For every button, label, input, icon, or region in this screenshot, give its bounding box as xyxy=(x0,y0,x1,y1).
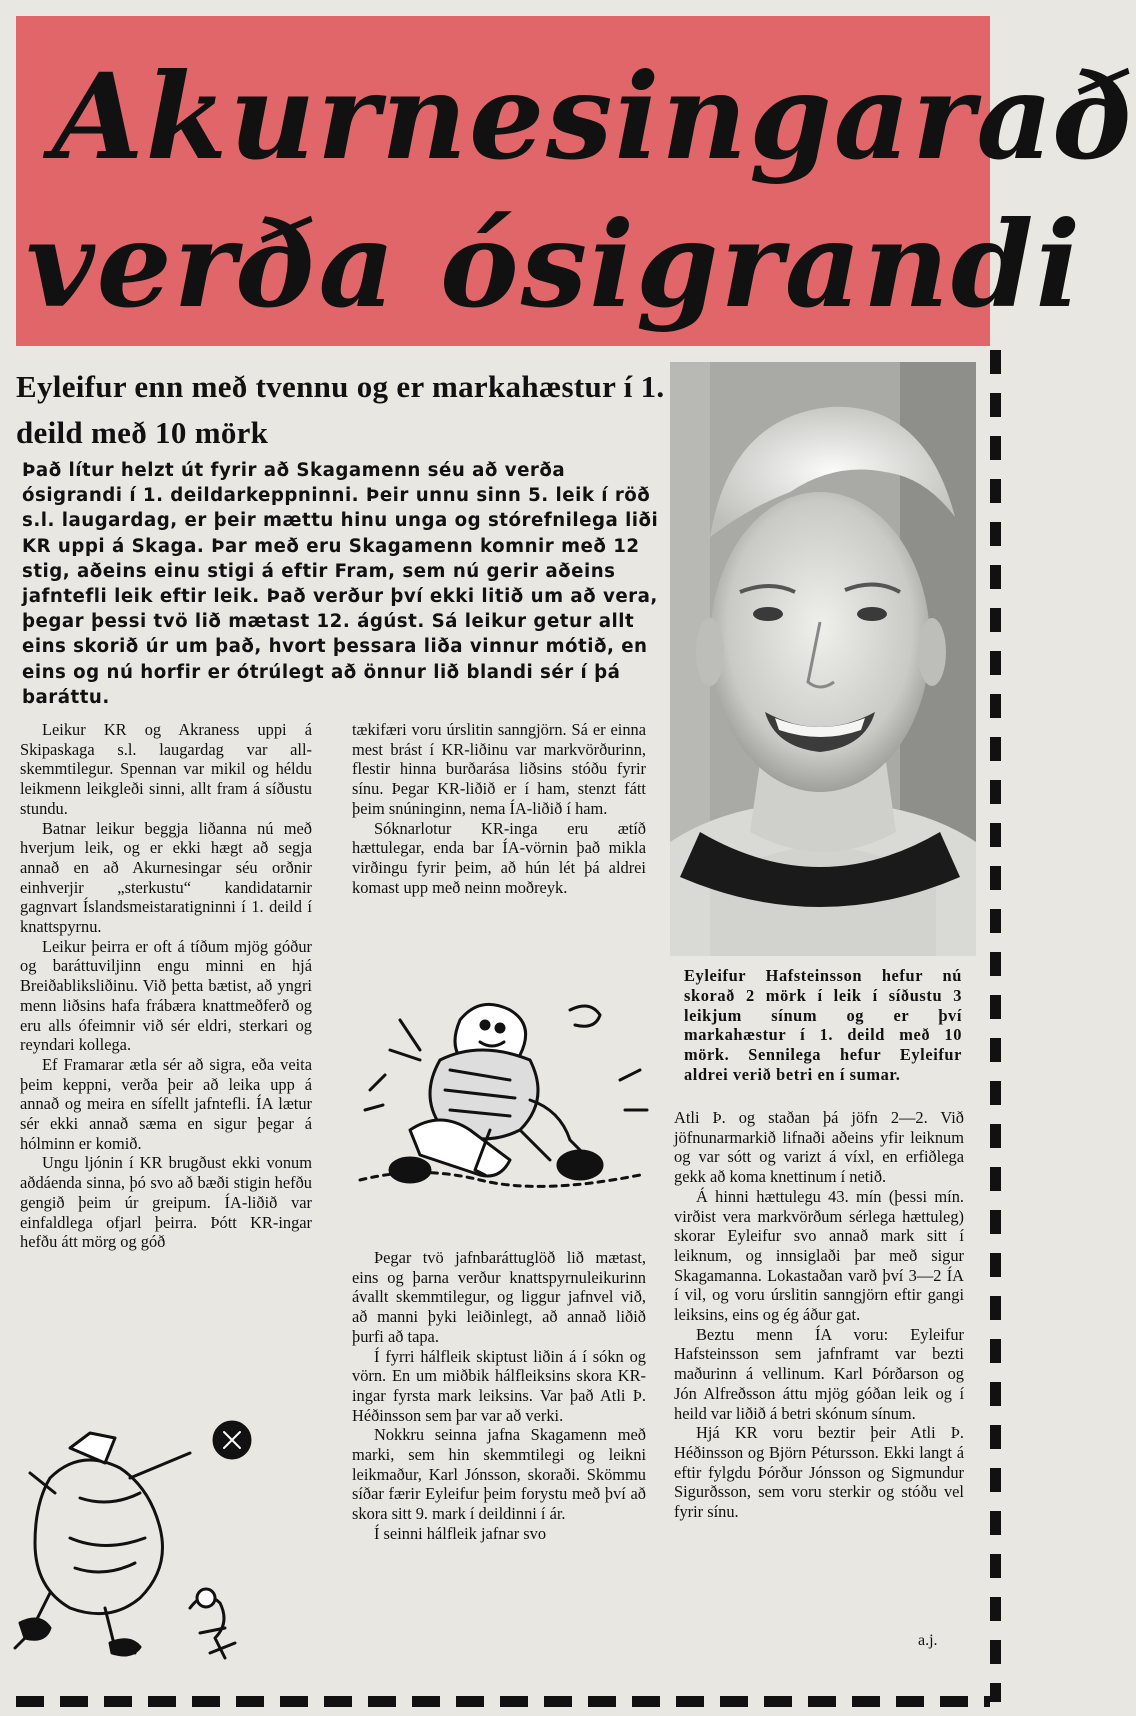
headline-line-2: verða ósigrandi xyxy=(26,195,1083,334)
cartoon-players-tumbling xyxy=(340,980,660,1208)
paragraph: Sóknarlotur KR-inga eru ætíð hættulegar, enda bar ÍA-vörnin það mikla virðingu fyrir þeim, að hún lét þá aldrei komast upp með neinn moðreyk. xyxy=(352,818,646,897)
cartoon-goalkeeper xyxy=(10,1418,260,1663)
portrait-illustration xyxy=(670,362,976,956)
paragraph: Hjá KR voru beztir þeir Atli Þ. Héðinsson og Björn Pétursson. Ekki langt á eftir fylgdu Þórður Jónsson og Sigmundur Sigurðsson, sem voru sterkir og stóðu vel fyrir sínu. xyxy=(674,1423,964,1522)
paragraph: Ef Framarar ætla sér að sigra, eða veita þeim keppni, verða þeir að leika upp á annað og meira en sífellt jafntefli. ÍA lætur sér ekki annað sæma en sigur þegar á hólminn er komið. xyxy=(20,1054,312,1153)
paragraph: Leikur KR og Akraness uppi á Skipaskaga s.l. laugardag var all-skemmtilegur. Spennan var mikil og héldu leikmenn leikgleði sinni, allt fram á síðustu stundu. xyxy=(20,720,312,818)
author-signature: a.j. xyxy=(918,1632,938,1649)
lead-paragraph: Það lítur helzt út fyrir að Skagamenn séu að verða ósigrandi í 1. deildarkeppninni. Þeir unnu sinn 5. leik í röð s.l. laugardag, er þeir mættu hinu unga og stórefnilega liði KR uppi á Skaga. Þar með eru Skagamenn komnir með 12 stig, aðeins einu stigi á eftir Fram, sem nú gerir aðeins jafntefli leik eftir leik. Það verður því ekki litið um að vera, þegar þessi tvö lið mætast 12. ágúst. Sá leikur getur allt eins skorið úr um það, hvort þessara liða vinnur mótið, en eins og nú horfir er ótrúlegt að önnur lið blandi sér í þá baráttu. xyxy=(22,460,659,708)
paragraph: Þegar tvö jafnbaráttuglöð lið mætast, eins og þarna verður knattspyrnuleikurinn ávallt skemmtilegur, og liggur jafnvel við, að manni þyki leiðinlegt, að annað liðið þurfi að tapa. xyxy=(352,1248,646,1346)
headline-banner xyxy=(16,16,1136,346)
paragraph: Í seinni hálfleik jafnar svo xyxy=(374,1523,547,1543)
dashed-border-right xyxy=(990,350,1001,1702)
paragraph: Atli Þ. og staðan þá jöfn 2—2. Við jöfnunarmarkið lifnaði aðeins yfir leiknum og var sótt og varizt á víxl, en erfiðlega gekk að koma knettinum í netið. xyxy=(674,1108,964,1187)
player-photo xyxy=(670,362,976,956)
paragraph: Leikur þeirra er oft á tíðum mjög góður og baráttuviljinn engu minni en hjá Breiðabliksliðinu. Við þetta bætist, að yngri menn liðsins hafa frábæra knattmeðferð og eru alls ófeimnir við sér eldri, sterkari og reyndari kollega. xyxy=(20,936,312,1055)
article-column-3 xyxy=(674,1108,964,1522)
paragraph: Á hinni hættulegu 43. mín (þessi mín. virðist vera markvörðum sérlega hættuleg) skorar Eyleifur svo annað mark sitt í leiknum, og innsiglaði þar með sigur Skagamanna. Lokastaðan varð því 3—2 ÍA í vil, og voru úrslitin sanngjörn eftir gangi leiksins, eins og ég áður gat. xyxy=(674,1186,964,1325)
subheadline: Eyleifur enn með tvennu og er markahæstur í 1. deild með 10 mörk xyxy=(16,369,665,450)
article-column-2-bottom xyxy=(352,1248,646,1544)
paragraph: Ungu ljónin í KR brugðust ekki vonum aðdáenda sinna, þó svo að bæði stigin hefðu gengið þeim úr greipum. ÍA-liðið var einfaldlega ofjarl þeirra. Þótt KR-ingar hefðu átt mörg og góð xyxy=(20,1153,312,1252)
headline-line-1: Akurnesingarað xyxy=(52,47,1136,186)
paragraph: tækifæri voru úrslitin sanngjörn. Sá er einna mest brást í KR-liðinu var markvörðurinn, flestir hinna burðarása liðsins stóðu fyrir sínu. Þegar KR-liðið er í ham, stenzt fátt þeim snúninginn, nema ÍA-liðið í ham. xyxy=(352,720,646,818)
paragraph: Nokkru seinna jafna Skagamenn með marki, sem hin skemmtilegi og leikni leikmaður, Karl Jónsson, skoraði. Skömmu síðar færir Eyleifur þeim forystu með því að skora sitt 9. mark í deildinni í ár. xyxy=(352,1425,646,1524)
article-column-2-top xyxy=(352,720,646,897)
article-column-1 xyxy=(20,720,312,1252)
dashed-border-bottom xyxy=(16,1696,990,1707)
paragraph: Batnar leikur beggja liðanna nú með hverjum leik, og er ekki hægt að segja annað en að Akurnesingar séu orðnir einhverjir „sterkustu“ kandidatarnir gagnvart Íslandsmeistaratigninni í 1. deild í knattspyrnu. xyxy=(20,818,312,937)
paragraph: Beztu menn ÍA voru: Eyleifur Hafsteinsson sem jafnframt var bezti maðurinn á vellinum. Karl Þórðarson og Jón Alfreðsson áttu mjög góðan leik og í heild var liðið á betri skónum sínum. xyxy=(674,1324,964,1423)
photo-caption: Eyleifur Hafsteinsson hefur nú skorað 2 mörk í leik í síðustu 3 leikjum sínum og er því markahæstur í 1. deild með 10 mörk. Sennilega hefur Eyleifur aldrei verið betri en í sumar. xyxy=(684,966,962,1084)
paragraph: Í fyrri hálfleik skiptust liðin á í sókn og vörn. En um miðbik hálfleiksins skora KR-ingar fyrsta mark leiksins. Var það Atli Þ. Héðinsson sem þar var að verki. xyxy=(352,1346,646,1425)
